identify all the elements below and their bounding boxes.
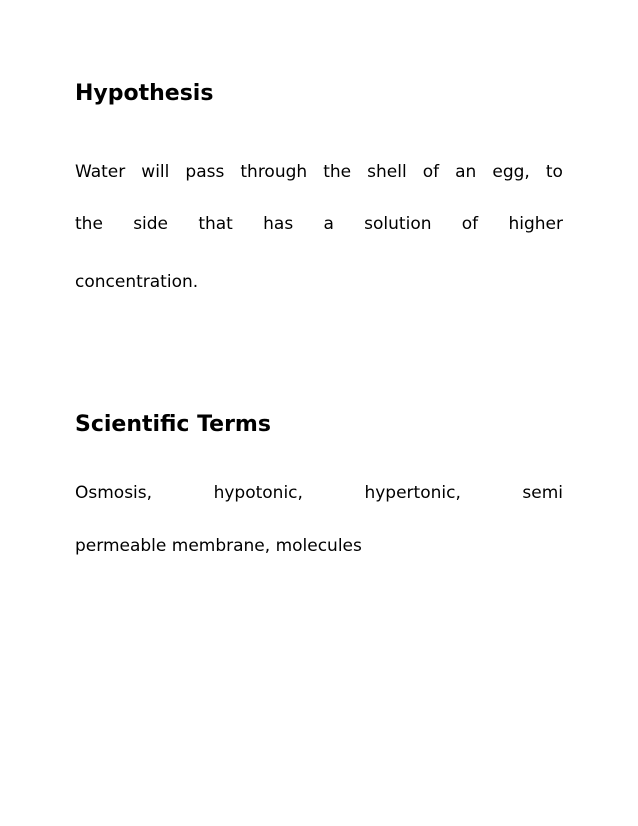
word: that [198,214,233,234]
word: egg, [492,162,530,182]
word: an [455,162,477,182]
word: Water [75,162,126,182]
word: has [263,214,294,234]
word: hypotonic, [213,483,303,503]
hypothesis-heading: Hypothesis [75,81,214,106]
word: a [323,214,334,234]
scientific-terms-heading: Scientific Terms [75,412,271,437]
word: of [461,214,479,234]
scientific-terms-line-2: permeable membrane, molecules [75,536,362,556]
hypothesis-line-3: concentration. [75,272,199,292]
word: solution [364,214,432,234]
word: shell [367,162,407,182]
word: will [141,162,170,182]
word: side [133,214,169,234]
word: of [422,162,440,182]
hypothesis-line-2 [75,216,563,236]
word: pass [185,162,225,182]
word: to [545,162,563,182]
word: semi [522,483,563,503]
scientific-terms-line-1 [75,485,563,505]
word: hypertonic, [364,483,461,503]
word: through [240,162,308,182]
word: higher [508,214,563,234]
word: the [75,214,103,234]
hypothesis-line-1 [75,164,563,184]
word: the [323,162,352,182]
word: Osmosis, [75,483,153,503]
